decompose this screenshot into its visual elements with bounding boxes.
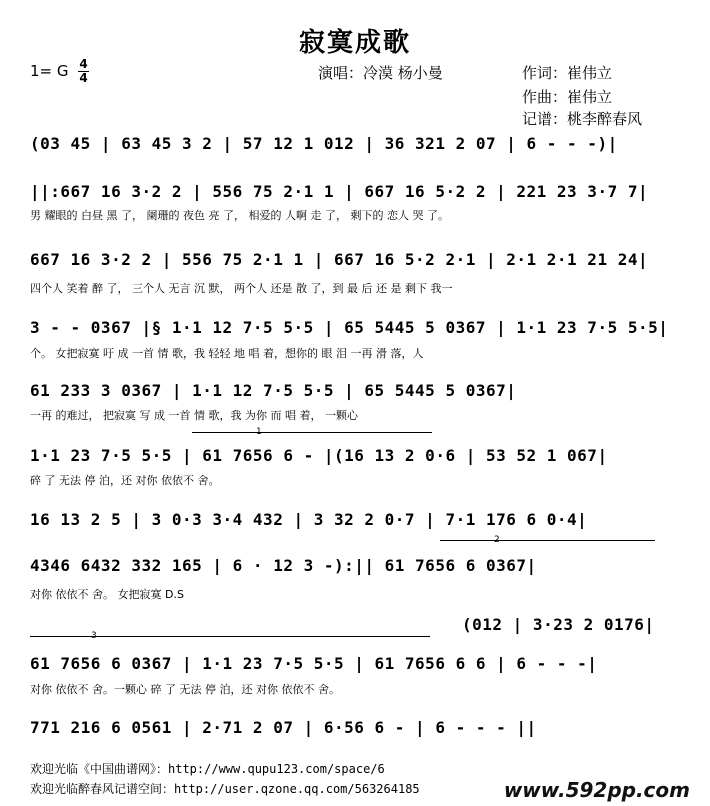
lyricist: 作词：崔伟立	[522, 64, 613, 82]
score-row-6: 1·1 23 7·5 5·5 | 61 7656 6 - |(16 13 2 0·6 | 53 52 1 067|	[30, 446, 608, 465]
score-row-10: 61 7656 6 0367 | 1·1 23 7·5 5·5 | 61 7656 6 6 | 6 - - -|	[30, 654, 598, 673]
time-signature	[78, 59, 89, 84]
score-row-4: 3 - - 0367 |§ 1·1 12 7·5 5·5 | 65 5445 5 0367 | 1·1 23 7·5 5·5|	[30, 318, 669, 337]
time-sig-bottom: 4	[79, 71, 88, 85]
lyrics-row-6: 碎 了 无法 停 泊，还 对你 依依不 舍。	[30, 474, 220, 487]
score-row-1: (03 45 | 63 45 3 2 | 57 12 1 012 | 36 321 2 07 | 6 - - -)|	[30, 134, 618, 153]
key-signature: 1= G	[30, 62, 69, 80]
lyrics-row-10: 对你 依依不 舍。一颗心 碎 了 无法 停 泊，还 对你 依依不 舍。	[30, 683, 340, 696]
score-row-7: 16 13 2 5 | 3 0·3 3·4 432 | 3 32 2 0·7 | 7·1 176 6 0·4|	[30, 510, 588, 529]
transcriber: 记谱：桃李醉春风	[522, 110, 643, 128]
time-sig-top: 4	[79, 57, 88, 71]
brand-watermark: www.592pp.com	[503, 778, 690, 802]
lyrics-row-2: 男 耀眼的 白昼 黑 了， 阑珊的 夜色 亮 了， 相爱的 人啊 走 了， 剩下的 恋人 哭 了。	[30, 209, 449, 222]
lyrics-row-8: 对你 依依不 舍。 女把寂寞 D.S	[30, 588, 184, 601]
score-row-3: 667 16 3·2 2 | 556 75 2·1 1 | 667 16 5·2 2·1 | 2·1 2·1 21 24|	[30, 250, 649, 269]
lyrics-row-4: 个。 女把寂寞 吁 成 一首 情 歌，我 轻轻 地 唱 着，想你的 眼 泪 一再 滑 落，人	[30, 347, 424, 360]
score-row-5: 61 233 3 0367 | 1·1 12 7·5 5·5 | 65 5445 5 0367|	[30, 381, 517, 400]
score-row-9: (012 | 3·23 2 0176|	[462, 615, 655, 634]
volta-1-bracket	[192, 432, 432, 433]
composer: 作曲：崔伟立	[522, 88, 613, 106]
lyrics-row-5: 一再 的难过， 把寂寞 写 成 一首 情 歌，我 为你 而 唱 着， 一颗心	[30, 409, 358, 422]
score-row-2: ||:667 16 3·2 2 | 556 75 2·1 1 | 667 16 5·2 2 | 221 23 3·7 7|	[30, 182, 649, 201]
score-row-11: 771 216 6 0561 | 2·71 2 07 | 6·56 6 - | 6 - - - ||	[30, 718, 537, 737]
volta-2-bracket	[440, 540, 655, 541]
lyrics-row-3: 四个人 笑着 醉 了， 三个人 无言 沉 默， 两个人 还是 散 了，到 最 后 还 是 剩下 我一	[30, 282, 453, 295]
volta-3-bracket	[30, 636, 430, 637]
song-title: 寂寞成歌	[298, 28, 411, 58]
singers: 演唱：冷漠 杨小曼	[318, 64, 443, 82]
score-row-8: 4346 6432 332 165 | 6 · 12 3 -):|| 61 7656 6 0367|	[30, 556, 537, 575]
footer-link-2[interactable]: 欢迎光临醉春风记谱空间：http://user.qzone.qq.com/563264185	[30, 782, 420, 796]
footer-link-1[interactable]: 欢迎光临《中国曲谱网》：http://www.qupu123.com/space/6	[30, 762, 385, 776]
